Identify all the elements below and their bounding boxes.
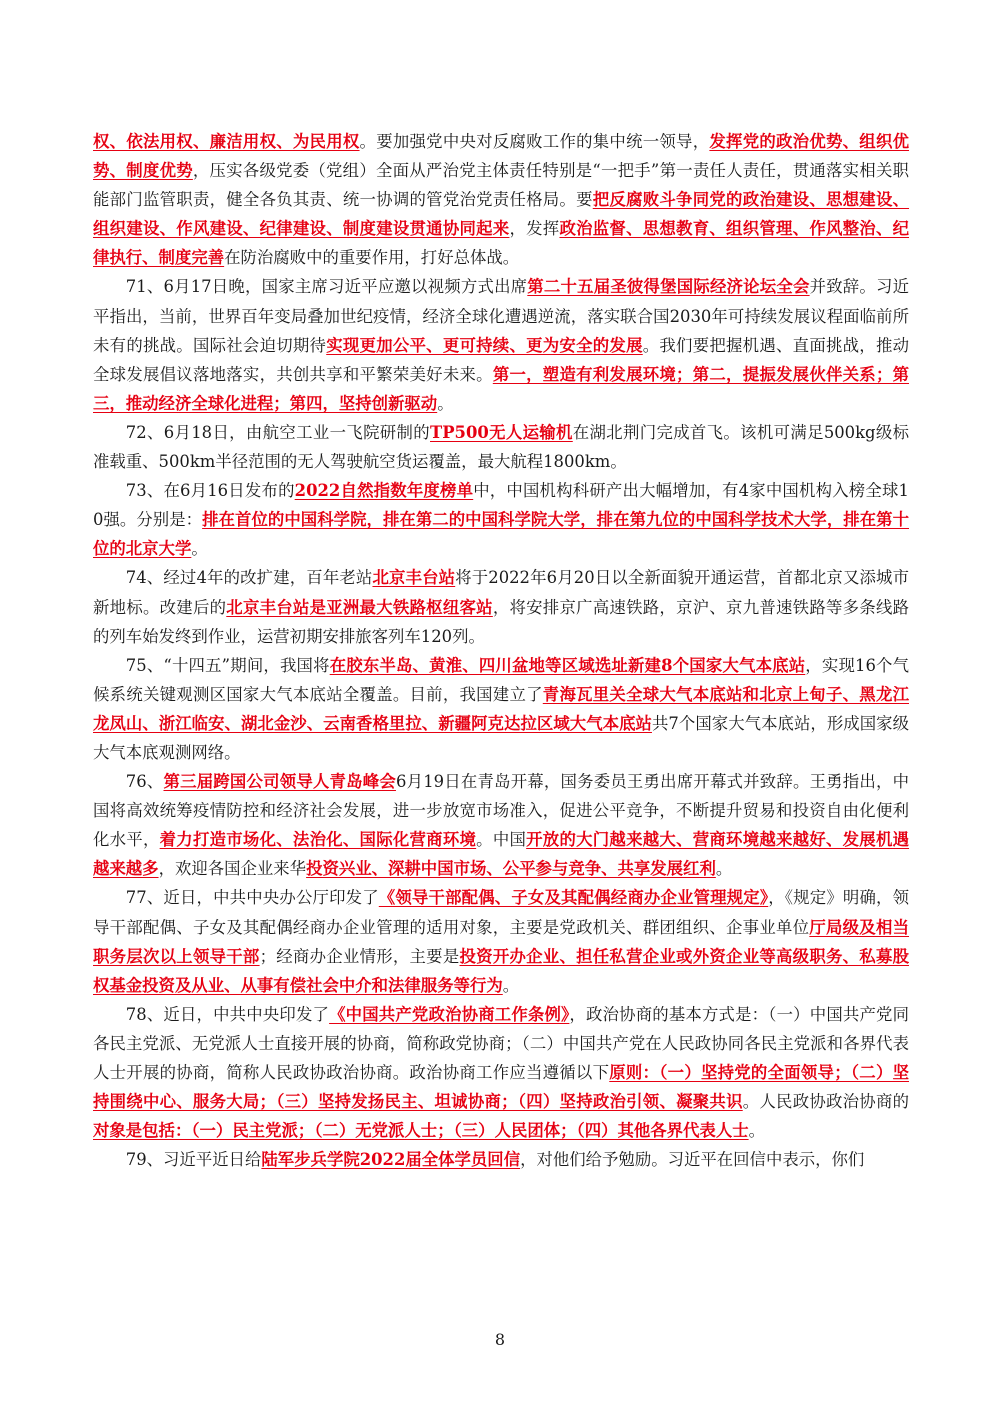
highlighted-key-point: 在胶东半岛、黄淮、四川盆地等区域选址新建8个国家大气本底站 xyxy=(329,655,806,675)
body-text: 。我们要把握机遇、直面挑战，推动全球发展倡议落地落实，共创共享和平繁荣美好未来。 xyxy=(93,335,910,384)
highlighted-key-point: 发挥党的政治优势、组织优势、制度优势 xyxy=(93,132,910,181)
highlighted-key-point: 厅局级及相当职务层次以上领导干部 xyxy=(93,917,910,966)
highlighted-key-point: 第三届跨国公司领导人青岛峰会 xyxy=(163,772,396,792)
body-text: 将于2022年6月20日以全新面貌开通运营，首都北京又添城市新地标。改建后的 xyxy=(93,568,909,617)
body-text: 。 xyxy=(715,859,733,879)
highlighted-key-point: 把反腐败斗争同党的政治建设、思想建设、组织建设、作风建设、纪律建设、制度建设贯通协同起来 xyxy=(93,190,910,239)
paragraph xyxy=(93,767,909,883)
body-text: 。 xyxy=(191,539,208,559)
body-text: 73、在6月16日发布的 xyxy=(125,481,295,501)
paragraph xyxy=(93,476,909,563)
body-text: 。人民政协政治协商的 xyxy=(742,1092,910,1112)
highlighted-key-point: 2022自然指数年度榜单 xyxy=(294,481,474,501)
body-text: ，发挥 xyxy=(509,219,560,239)
body-text: 。 xyxy=(437,393,454,413)
highlighted-key-point: 着力打造市场化、法治化、国际化营商环境 xyxy=(159,830,477,850)
paragraph xyxy=(93,418,909,476)
highlighted-key-point: TP500无人运输机 xyxy=(430,422,573,442)
highlighted-key-point: 政治监督、思想教育、组织管理、作风整治、纪律执行、制度完善 xyxy=(93,219,910,268)
body-text: 79、习近平近日给 xyxy=(125,1150,262,1170)
highlighted-key-point: 对象是包括：（一）民主党派；（二）无党派人士；（三）人民团体；（四）其他各界代表人士 xyxy=(93,1121,749,1141)
highlighted-key-point: 权、依法用权、廉洁用权、为民用权 xyxy=(93,132,360,151)
paragraph xyxy=(93,127,909,272)
body-text: 78、近日，中共中央印发了 xyxy=(125,1004,330,1024)
highlighted-key-point: 投资开办企业、担任私营企业或外资企业等高级职务、私募股权基金投资及从业、从事有偿社会中介和法律服务等行为 xyxy=(93,946,910,995)
highlighted-key-point: 陆军步兵学院2022届全体学员回信 xyxy=(261,1150,521,1170)
body-text: 。 xyxy=(502,975,520,995)
highlighted-key-point: 开放的大门越来越大、营商环境越来越好、发展机遇越来越多 xyxy=(93,830,910,879)
body-text: 并致辞。习近平指出，当前，世界百年变局叠加世纪疫情，经济全球化遭遇逆流，落实联合国2030年可持续发展议程面临前所未有的挑战。国际社会迫切期待 xyxy=(93,277,910,355)
body-text: 76、 xyxy=(125,772,164,792)
body-text: 71、6月17日晚，国家主席习近平应邀以视频方式出席 xyxy=(125,277,528,297)
body-text: 在湖北荆门完成首飞。该机可满足500kg级标准载重、500km半径范围的无人驾驶航空货运覆盖，最大航程1800km。 xyxy=(93,422,909,472)
body-text: ，对他们给予勉励。习近平在回信中表示，你们 xyxy=(520,1150,865,1170)
body-text: 74、经过4年的改扩建，百年老站 xyxy=(125,568,373,588)
body-text: ，将安排京广高速铁路，京沪、京九普速铁路等多条线路的列车始发终到作业，运营初期安排旅客列车120列。 xyxy=(93,597,910,646)
paragraph xyxy=(93,1000,909,1145)
highlighted-key-point: 北京丰台站是亚洲最大铁路枢纽客站 xyxy=(226,597,493,617)
highlighted-key-point: 排在首位的中国科学院，排在第二的中国科学院大学，排在第九位的中国科学技术大学，排在第十位的北京大学 xyxy=(93,510,909,559)
highlighted-key-point: 第一，塑造有利发展环境；第二，提振发展伙伴关系；第三，推动经济全球化进程；第四，坚持创新驱动 xyxy=(93,364,910,413)
highlighted-key-point: 《中国共产党政治协商工作条例》 xyxy=(329,1004,570,1024)
body-text: ，欢迎各国企业来华 xyxy=(158,859,307,879)
body-text: ，政治协商的基本方式是：（一）中国共产党同各民主党派、无党派人士直接开展的协商，简称政党协商；（二）中国共产党在人民政协同各民主党派和各界代表人士开展的协商，简称人民政协政治协商。政治协商工作应当遵循以下 xyxy=(93,1004,909,1082)
highlighted-key-point: 投资兴业、深耕中国市场、公平参与竞争、共享发展红利 xyxy=(306,859,716,879)
body-text: ，《规定》明确，领导干部配偶、子女及其配偶经商办企业管理的适用对象，主要是党政机关、群团组织、企事业单位 xyxy=(93,888,909,937)
highlighted-key-point: 青海瓦里关全球大气本底站和北京上甸子、黑龙江龙凤山、浙江临安、湖北金沙、云南香格里拉、新疆阿克达拉区域大气本底站 xyxy=(93,684,909,733)
document-body xyxy=(93,127,909,1174)
body-text: 。 xyxy=(748,1121,765,1141)
body-text: 77、近日，中共中央办公厅印发了 xyxy=(125,888,379,908)
paragraph xyxy=(93,1145,909,1174)
body-text: ，实现16个气候系统关键观测区国家大气本底站全覆盖。目前，我国建立了 xyxy=(93,655,910,704)
body-text: 。中国 xyxy=(476,830,527,850)
highlighted-key-point: 《领导干部配偶、子女及其配偶经商办企业管理规定》 xyxy=(378,888,769,908)
body-text: ；经商办企业情形，主要是 xyxy=(259,946,460,966)
paragraph xyxy=(93,272,909,417)
body-text: 共7个国家大气本底站，形成国家级大气本底观测网络。 xyxy=(93,713,909,762)
highlighted-key-point: 第二十五届圣彼得堡国际经济论坛全会 xyxy=(527,277,810,297)
body-text: 72、6月18日，由航空工业一飞院研制的 xyxy=(125,422,431,442)
paragraph xyxy=(93,651,909,767)
page-number: 8 xyxy=(494,1330,506,1349)
body-text: 75、“十四五”期间，我国将 xyxy=(125,655,330,675)
body-text: 。要加强党中央对反腐败工作的集中统一领导， xyxy=(359,132,710,151)
body-text: 6月19日在青岛开幕，国务委员王勇出席开幕式并致辞。王勇指出，中国将高效统筹疫情防控和经济社会发展，进一步放宽市场准入，促进公平竞争，不断提升贸易和投资自由化便利化水平， xyxy=(93,772,909,850)
body-text: ，压实各级党委（党组）全面从严治党主体责任特别是“一把手”第一责任人责任，贯通落实相关职能部门监管职责，健全各负其责、统一协调的管党治党责任格局。要 xyxy=(93,161,909,210)
body-text: 中，中国机构科研产出大幅增加，有4家中国机构入榜全球10强。分别是： xyxy=(93,481,909,530)
body-text: 在防治腐败中的重要作用，打好总体战。 xyxy=(224,248,520,268)
paragraph xyxy=(93,883,909,999)
highlighted-key-point: 原则：（一）坚持党的全面领导；（二）坚持围绕中心、服务大局；（三）坚持发扬民主、坦诚协商；（四）坚持政治引领、凝聚共识 xyxy=(93,1063,909,1112)
highlighted-key-point: 实现更加公平、更可持续、更为安全的发展 xyxy=(326,335,643,355)
paragraph xyxy=(93,563,909,650)
highlighted-key-point: 北京丰台站 xyxy=(372,568,456,588)
